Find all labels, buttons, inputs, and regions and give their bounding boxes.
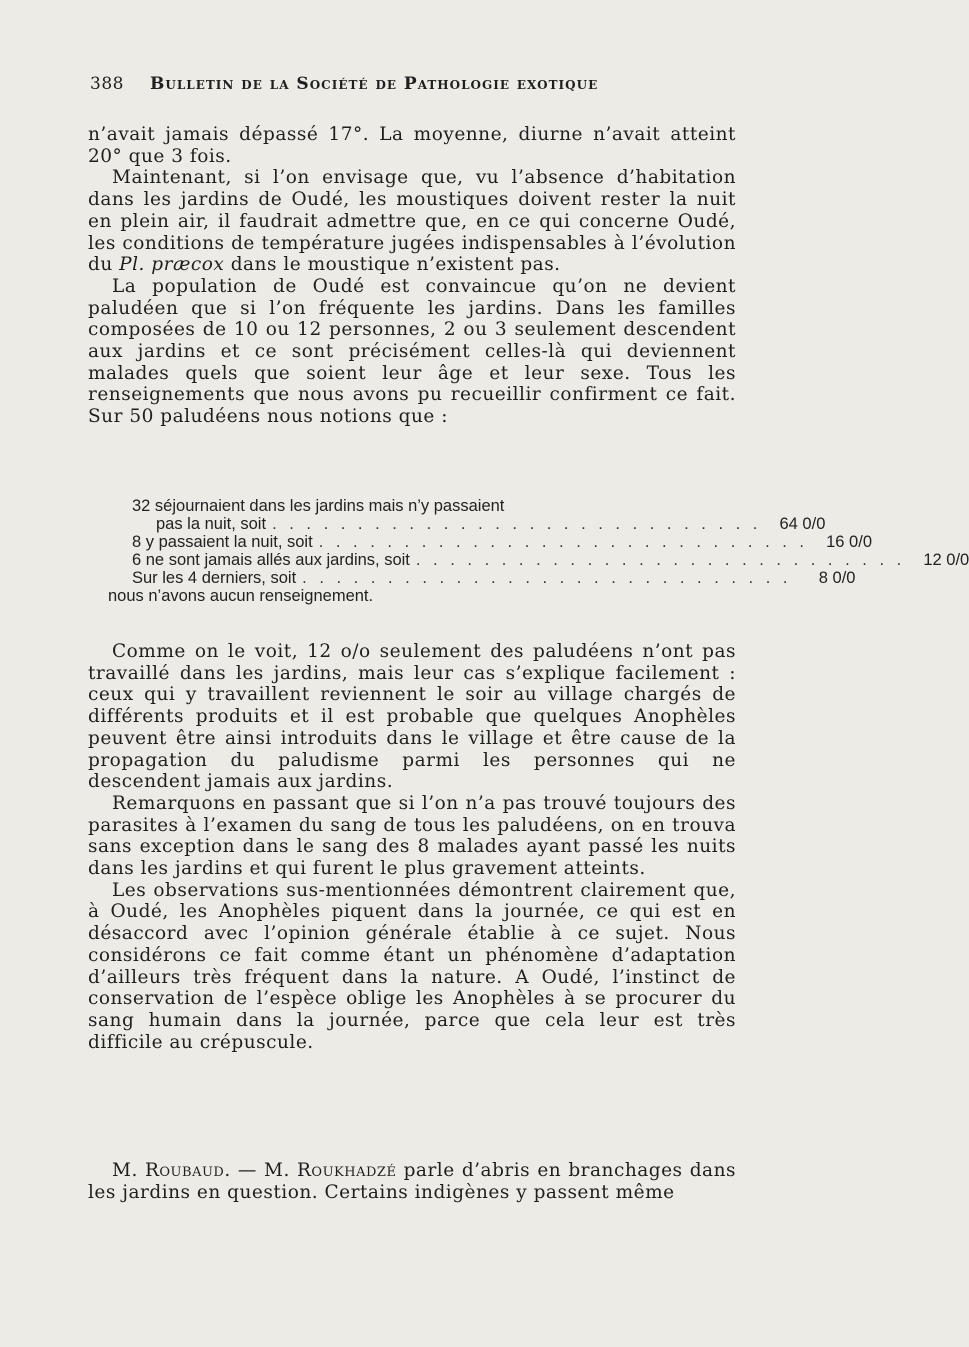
paragraph: Remarquons en passant que si l’on n’a pas trouvé toujours des parasites à l’examen du sang de tous les paludéens, on en trouva sans exception dans le sang des 8 malades ayant passé les nuits dans les jardins et qui furent le plus gravement atteints.	[88, 792, 736, 880]
em-dash: —	[237, 1160, 257, 1181]
stat-line-intro: 32 séjournaient dans les jardins mais n’y passaient	[132, 497, 505, 515]
text-block-middle	[88, 641, 736, 1053]
paragraph-text: Maintenant, si l’on envisage que, vu l’absence d’habitation dans les jardins de Oudé, les moustiques doivent rester la nuit en plein air, il faudrait admettre que, en ce qui concerne Oudé, les conditions de température jugées indispensables à l’évolution du	[88, 167, 736, 276]
page-number: 388	[90, 74, 124, 94]
stat-value: 8 0/0	[818, 569, 856, 587]
stat-value: 64 0/0	[779, 515, 826, 533]
paragraph-tail: dans le moustique n’existent pas.	[230, 254, 561, 276]
speaker-name: M. Roukhadzé	[264, 1160, 397, 1181]
stat-label: 8 y passaient la nuit, soit	[132, 533, 313, 551]
stat-label: 6 ne sont jamais allés aux jardins, soit	[132, 551, 410, 569]
text-block-top	[88, 124, 736, 428]
stat-row	[108, 515, 826, 533]
stat-row	[108, 551, 969, 569]
leader-dots: . . . . . . . . . . . . . . . . . . . . . . . . . . . . .	[272, 515, 762, 533]
stat-row	[108, 533, 872, 551]
speaker-name: M. Roubaud.	[112, 1160, 231, 1181]
paragraph: n’avait jamais dépassé 17°. La moyenne, diurne n’avait atteint 20° que 3 fois.	[88, 124, 736, 167]
leader-dots: . . . . . . . . . . . . . . . . . . . . . . . . . . . . .	[318, 533, 808, 551]
species-name: Pl. præcox	[119, 254, 225, 276]
stat-line-final: nous n’avons aucun renseignement.	[108, 587, 374, 605]
text-block-discussion	[88, 1160, 736, 1203]
paragraph: Les observations sus-mentionnées démontrent clairement que, à Oudé, les Anophèles piquent dans la journée, ce qui est en désaccord avec l’opinion générale établie à ce sujet. Nous considérons ce fait comme étant un phénomène d’adaptation d’ailleurs très fréquent dans la nature. A Oudé, l’instinct de conservation de l’espèce oblige les Anophèles à se procurer du sang humain dans la journée, parce que cela leur est très difficile au crépuscule.	[88, 879, 736, 1053]
leader-dots: . . . . . . . . . . . . . . . . . . . . . . . . . . . . .	[415, 551, 906, 569]
discussion-paragraph	[88, 1160, 736, 1203]
paragraph	[88, 167, 736, 276]
statistics-list	[108, 497, 969, 605]
paragraph: Comme on le voit, 12 o/o seulement des paludéens n’ont pas travaillé dans les jardins, mais leur cas s’explique facilement : ceux qui y travaillent reviennent le soir au village chargés de différents produits et il est probable que quelques Anophèles peuvent être ainsi introduits dans le village et être cause de la propagation du paludisme parmi les personnes qui ne descendent jamais aux jardins.	[88, 641, 736, 793]
stat-value: 16 0/0	[826, 533, 872, 551]
stat-label: pas la nuit, soit	[156, 515, 267, 533]
paragraph: La population de Oudé est convaincue qu’on ne devient paludéen que si l’on fréquente les jardins. Dans les familles composées de 10 ou 12 personnes, 2 ou 3 seulement descendent aux jardins et ce sont précisément celles-là qui deviennent malades quels que soient leur âge et leur sexe. Tous les renseignements que nous avons pu recueillir confirment ce fait. Sur 50 paludéens nous notions que :	[88, 275, 736, 428]
running-header	[90, 74, 650, 94]
stat-label: Sur les 4 derniers, soit	[132, 569, 297, 587]
discussion-text: parle d’abris en branchages dans les jardins en question. Certains indigènes y passent même	[88, 1160, 736, 1203]
leader-dots: . . . . . . . . . . . . . . . . . . . . . . . . . . . . .	[302, 569, 792, 587]
journal-title: Bulletin de la Société de Pathologie exotique	[150, 74, 599, 94]
stat-value: 12 0/0	[923, 551, 969, 569]
stat-row	[108, 569, 856, 587]
